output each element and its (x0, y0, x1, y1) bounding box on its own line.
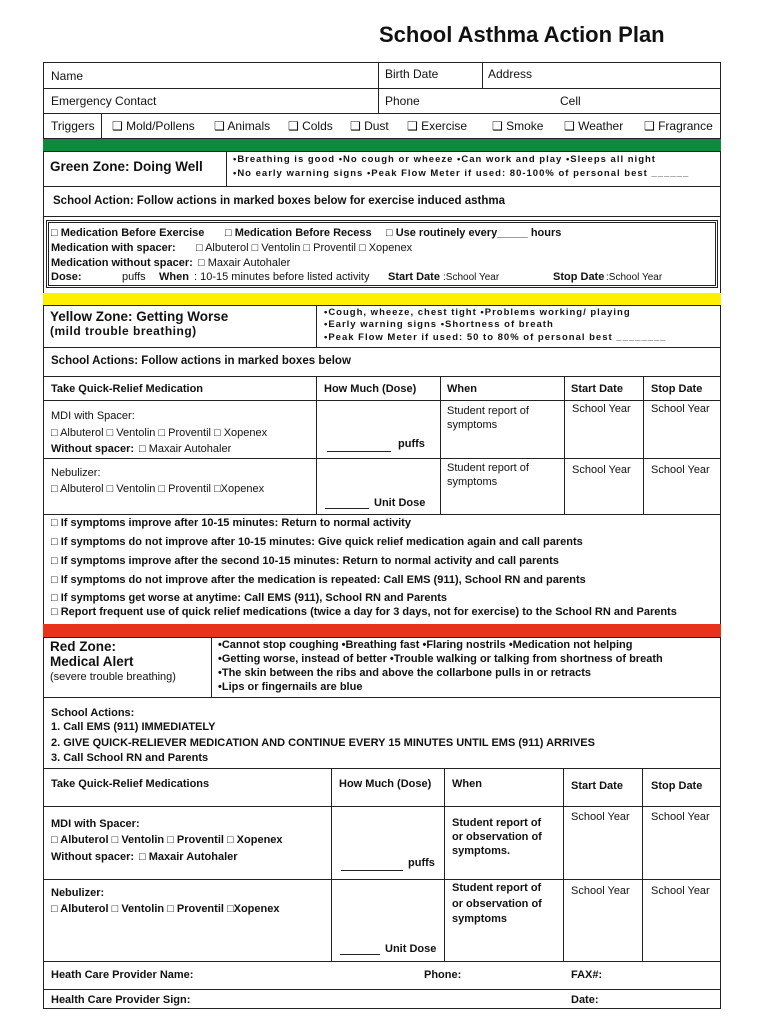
yellow-when-mdi-2: symptoms (447, 419, 498, 431)
yellow-mdi-label: MDI with Spacer: (51, 410, 135, 422)
page-title: School Asthma Action Plan (379, 22, 665, 47)
yellow-th-medication: Take Quick-Relief Medication (51, 383, 204, 395)
green-school-action: School Action: Follow actions in marked boxes below for exercise induced asthma (53, 195, 506, 207)
green-zone-bar (43, 139, 721, 151)
red-when-mdi-2: or observation of (452, 831, 542, 843)
yellow-th-start: Start Date (571, 383, 623, 395)
cell-field[interactable]: Cell (560, 94, 581, 108)
red-mdi-label: MDI with Spacer: (51, 818, 140, 830)
med-before-recess-checkbox[interactable]: □ Medication Before Recess (225, 227, 372, 239)
yellow-maxair-checkbox[interactable]: □ Maxair Autohaler (139, 443, 232, 455)
puffs-label: puffs (122, 271, 146, 283)
dose-label: Dose: (51, 271, 82, 283)
red-zone-box (43, 637, 721, 1009)
yellow-without-spacer-label: Without spacer: (51, 443, 135, 455)
yellow-nebulizer-label: Nebulizer: (51, 467, 101, 479)
yellow-when-mdi-1: Student report of (447, 405, 529, 417)
trigger-smoke-checkbox[interactable]: ❑ Smoke (492, 119, 544, 133)
when-label: When (159, 271, 189, 283)
red-th-stop: Stop Date (651, 780, 703, 792)
address-field[interactable]: Address (488, 67, 533, 81)
use-routinely-checkbox[interactable]: □ Use routinely every_____ hours (386, 227, 562, 239)
red-start-mdi: School Year (571, 811, 630, 823)
red-puffs: puffs (408, 857, 435, 869)
trigger-exercise-checkbox[interactable]: ❑ Exercise (407, 119, 468, 133)
red-zone-title-2: Medical Alert (50, 654, 134, 669)
trigger-fragrance-checkbox[interactable]: ❑ Fragrance (644, 119, 713, 133)
red-start-neb: School Year (571, 885, 630, 897)
red-when-neb-2: or observation of (452, 898, 542, 910)
yellow-when-neb-1: Student report of (447, 462, 529, 474)
red-action-2: 2. GIVE QUICK-RELIEVER MEDICATION AND CONTINUE EVERY 15 MINUTES UNTIL EMS (911) ARRIVES (51, 737, 595, 749)
phone-field[interactable]: Phone (385, 94, 420, 108)
birth-date-field[interactable]: Birth Date (385, 67, 439, 81)
red-actions-title: School Actions: (51, 707, 135, 719)
red-when-neb-3: symptoms (452, 913, 508, 925)
yellow-signs-line3: •Peak Flow Meter if used: 50 to 80% of personal best ________ (324, 332, 667, 343)
green-signs-line2: •No early warning signs •Peak Flow Meter if used: 80-100% of personal best ______ (233, 168, 690, 179)
when-value: : 10-15 minutes before listed activity (194, 271, 370, 283)
name-field[interactable]: Name (51, 69, 84, 83)
red-th-when: When (452, 778, 482, 790)
red-signs-line4: •Lips or fingernails are blue (218, 681, 363, 693)
red-unit-dose: Unit Dose (385, 943, 437, 955)
red-when-mdi-3: symptoms. (452, 845, 511, 857)
provider-phone-field[interactable]: Phone: (424, 969, 462, 981)
yellow-mdi-options[interactable]: □ Albuterol □ Ventolin □ Proventil □ Xopenex (51, 427, 268, 439)
yellow-puffs: puffs (398, 438, 425, 450)
yellow-stop-mdi: School Year (651, 403, 710, 415)
red-nebulizer-options[interactable]: □ Albuterol □ Ventolin □ Proventil □Xopenex (51, 903, 280, 915)
yellow-th-stop: Stop Date (651, 383, 703, 395)
yellow-th-dose: How Much (Dose) (324, 383, 417, 395)
triggers-label: Triggers (51, 119, 95, 133)
red-th-medication: Take Quick-Relief Medications (51, 778, 210, 790)
provider-sign-field[interactable]: Health Care Provider Sign: (51, 994, 191, 1006)
stop-date-value: :School Year (606, 272, 663, 283)
red-stop-mdi: School Year (651, 811, 710, 823)
start-date-value: :School Year (443, 272, 500, 283)
yellow-step-1[interactable]: □ If symptoms improve after 10-15 minutes: Return to normal activity (51, 517, 411, 529)
provider-fax-field[interactable]: FAX#: (571, 969, 603, 981)
yellow-unit-dose: Unit Dose (374, 497, 426, 509)
yellow-zone-bar (43, 293, 721, 305)
trigger-mold-checkbox[interactable]: ❑ Mold/Pollens (112, 119, 195, 133)
emergency-contact-field[interactable]: Emergency Contact (51, 94, 157, 108)
yellow-step-2[interactable]: □ If symptoms do not improve after 10-15 minutes: Give quick relief medication again and call parents (51, 536, 583, 548)
yellow-step-5[interactable]: □ If symptoms get worse at anytime: Call EMS (911), School RN and Parents (51, 592, 448, 604)
red-when-mdi-1: Student report of (452, 817, 542, 829)
med-with-spacer-options[interactable]: □ Albuterol □ Ventolin □ Proventil □ Xopenex (196, 242, 413, 254)
red-signs-line2: •Getting worse, instead of better •Trouble walking or talking from shortness of breath (218, 653, 663, 665)
yellow-when-neb-2: symptoms (447, 476, 498, 488)
maxair-checkbox[interactable]: □ Maxair Autohaler (198, 257, 291, 269)
red-zone-bar (43, 624, 721, 637)
red-action-3: 3. Call School RN and Parents (51, 752, 209, 764)
yellow-start-mdi: School Year (572, 403, 631, 415)
yellow-signs-line1: •Cough, wheeze, chest tight •Problems working/ playing (324, 307, 631, 318)
provider-name-field[interactable]: Heath Care Provider Name: (51, 969, 194, 981)
red-signs-line1: •Cannot stop coughing •Breathing fast •Flaring nostrils •Medication not helping (218, 639, 633, 651)
yellow-step-3[interactable]: □ If symptoms improve after the second 10-15 minutes: Return to normal activity and call parents (51, 555, 559, 567)
yellow-zone-title: Yellow Zone: Getting Worse (50, 309, 229, 324)
yellow-nebulizer-options[interactable]: □ Albuterol □ Ventolin □ Proventil □Xopenex (51, 483, 265, 495)
red-zone-subtitle: (severe trouble breathing) (50, 671, 176, 683)
red-mdi-options[interactable]: □ Albuterol □ Ventolin □ Proventil □ Xopenex (51, 834, 283, 846)
yellow-th-when: When (447, 383, 477, 395)
stop-date-label: Stop Date (553, 271, 605, 283)
red-maxair-checkbox[interactable]: □ Maxair Autohaler (139, 851, 238, 863)
yellow-zone-subtitle: (mild trouble breathing) (50, 324, 197, 338)
med-with-spacer-label: Medication with spacer: (51, 242, 176, 254)
red-stop-neb: School Year (651, 885, 710, 897)
trigger-colds-checkbox[interactable]: ❑ Colds (288, 119, 333, 133)
trigger-dust-checkbox[interactable]: ❑ Dust (350, 119, 389, 133)
red-when-neb-1: Student report of (452, 882, 542, 894)
red-th-start: Start Date (571, 780, 623, 792)
red-without-spacer-label: Without spacer: (51, 851, 135, 863)
yellow-step-6[interactable]: □ Report frequent use of quick relief medications (twice a day for 3 days, not for exercise) to the School RN and Parents (51, 606, 677, 618)
red-zone-title: Red Zone: (50, 639, 116, 654)
trigger-animals-checkbox[interactable]: ❑ Animals (214, 119, 271, 133)
green-zone-title: Green Zone: Doing Well (50, 159, 203, 174)
red-action-1: 1. Call EMS (911) IMMEDIATELY (51, 721, 216, 733)
red-nebulizer-label: Nebulizer: (51, 887, 105, 899)
start-date-label: Start Date (388, 271, 440, 283)
med-without-spacer-label: Medication without spacer: (51, 257, 193, 269)
yellow-step-4[interactable]: □ If symptoms do not improve after the medication is repeated: Call EMS (911), School RN and parents (51, 574, 586, 586)
trigger-weather-checkbox[interactable]: ❑ Weather (564, 119, 624, 133)
provider-date-field[interactable]: Date: (571, 994, 599, 1006)
red-signs-line3: •The skin between the ribs and above the collarbone pulls in or retracts (218, 667, 592, 679)
red-th-dose: How Much (Dose) (339, 778, 432, 790)
yellow-school-actions: School Actions: Follow actions in marked boxes below (51, 355, 351, 367)
green-signs-line1: •Breathing is good •No cough or wheeze •Can work and play •Sleeps all night (233, 154, 656, 165)
yellow-signs-line2: •Early warning signs •Shortness of breath (324, 319, 554, 330)
yellow-start-neb: School Year (572, 464, 631, 476)
yellow-stop-neb: School Year (651, 464, 710, 476)
med-before-exercise-checkbox[interactable]: □ Medication Before Exercise (51, 227, 205, 239)
